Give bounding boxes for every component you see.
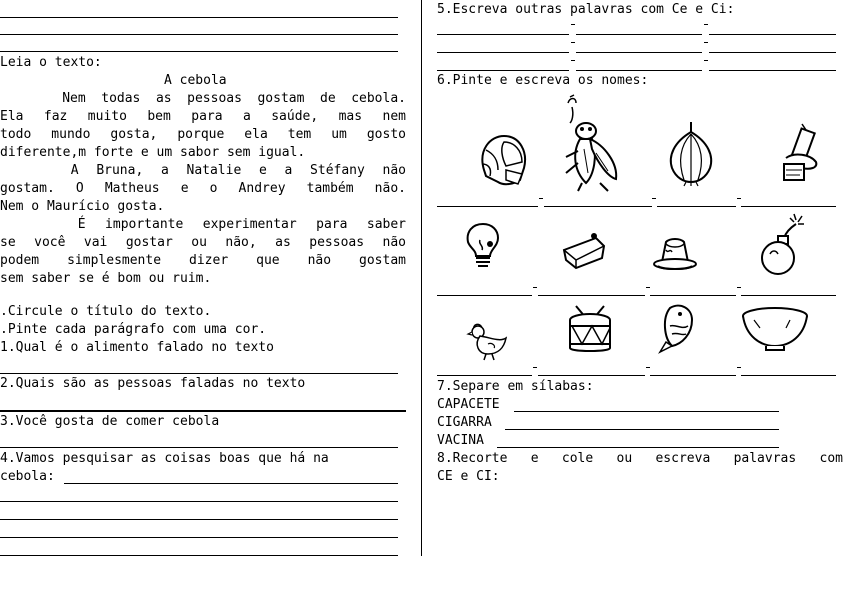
separator-dash	[571, 60, 575, 61]
answer-line[interactable]	[437, 52, 569, 53]
answer-line[interactable]	[437, 375, 532, 376]
onion-icon	[666, 120, 716, 186]
answer-line[interactable]	[741, 375, 836, 376]
answer-line[interactable]	[0, 501, 398, 502]
answer-line[interactable]	[576, 34, 702, 35]
answer-line[interactable]	[437, 206, 538, 207]
answer-line[interactable]	[741, 295, 836, 296]
answer-line[interactable]	[709, 34, 836, 35]
separator-dash	[539, 198, 543, 199]
answer-line[interactable]	[0, 373, 398, 374]
question-1: 1.Qual é o alimento falado no texto	[0, 340, 274, 355]
text-title: A cebola	[164, 73, 227, 88]
answer-line[interactable]	[514, 411, 779, 412]
paragraph-line: sem saber se é bom ou ruim.	[0, 271, 212, 286]
separator-dash	[533, 367, 537, 368]
syllable-word-3: VACINA	[437, 433, 484, 448]
paragraph-2	[0, 162, 406, 216]
question-circle-title: .Circule o título do texto.	[0, 304, 212, 319]
answer-line[interactable]	[576, 70, 702, 71]
column-divider	[421, 0, 422, 556]
bowl-icon	[740, 306, 810, 352]
question-3: 3.Você gosta de comer cebola	[0, 414, 220, 429]
answer-line[interactable]	[544, 206, 652, 207]
separator-dash	[571, 42, 575, 43]
answer-line[interactable]	[657, 206, 736, 207]
answer-line[interactable]	[0, 537, 398, 538]
separator-dash	[646, 367, 650, 368]
answer-line[interactable]	[437, 34, 569, 35]
syllable-word-2: CIGARRA	[437, 415, 492, 430]
answer-line[interactable]	[497, 447, 779, 448]
answer-line[interactable]	[437, 70, 569, 71]
paragraph-1	[0, 90, 406, 162]
answer-line[interactable]	[709, 52, 836, 53]
separator-dash	[704, 42, 708, 43]
answer-line[interactable]	[576, 52, 702, 53]
paragraph-line: gostam. O Matheus e o Andrey também não.	[0, 181, 406, 196]
cicada-icon	[560, 93, 628, 193]
bomb-icon	[756, 210, 808, 276]
answer-line[interactable]	[0, 555, 398, 556]
separator-dash	[646, 287, 650, 288]
answer-line[interactable]	[0, 34, 398, 35]
lightbulb-icon	[464, 220, 502, 272]
question-5: 5.Escreva outras palavras com Ce e Ci:	[437, 2, 735, 17]
separator-dash	[571, 24, 575, 25]
question-7: 7.Separe em sílabas:	[437, 379, 594, 394]
paragraph-line: Ela faz muito bem para a saúde, mas nem	[0, 109, 406, 124]
question-8-line: CE e CI:	[437, 469, 500, 484]
chicken-icon	[466, 320, 510, 362]
syllable-word-1: CAPACETE	[437, 397, 500, 412]
question-8	[437, 450, 843, 486]
paragraph-3	[0, 216, 406, 288]
answer-line[interactable]	[741, 206, 836, 207]
question-8-line: 8.Recorte e cole ou escreva palavras com	[437, 451, 843, 466]
answer-line[interactable]	[650, 375, 736, 376]
question-4-cont: cebola:	[0, 469, 55, 484]
separator-dash	[652, 198, 656, 199]
paragraph-line: É importante experimentar para saber	[0, 217, 407, 232]
answer-line[interactable]	[437, 295, 532, 296]
reading-instruction: Leia o texto:	[0, 55, 102, 70]
helmet-icon	[476, 130, 530, 190]
separator-dash	[533, 287, 537, 288]
paragraph-line: se você vai gostar ou não, as pessoas não	[0, 235, 406, 250]
separator-dash	[737, 287, 741, 288]
separator-dash	[704, 24, 708, 25]
paragraph-line: podem simplesmente dizer que não gostam	[0, 253, 406, 268]
paragraph-line: Nem o Maurício gosta.	[0, 199, 165, 214]
pudding-icon	[652, 236, 698, 274]
answer-line[interactable]	[0, 410, 406, 412]
answer-line[interactable]	[538, 375, 645, 376]
paragraph-line: A Bruna, a Natalie e a Stéfany não	[0, 163, 406, 178]
answer-line[interactable]	[650, 295, 736, 296]
drum-icon	[566, 304, 614, 356]
question-2: 2.Quais são as pessoas faladas no texto	[0, 376, 306, 391]
answer-line[interactable]	[0, 447, 398, 448]
answer-line[interactable]	[0, 17, 398, 18]
fish-icon	[656, 300, 698, 356]
separator-dash	[737, 198, 741, 199]
separator-dash	[704, 60, 708, 61]
answer-line[interactable]	[505, 429, 779, 430]
separator-dash	[737, 367, 741, 368]
question-6: 6.Pinte e escreva os nomes:	[437, 73, 649, 88]
answer-line[interactable]	[0, 51, 398, 52]
answer-line[interactable]	[64, 483, 398, 484]
paragraph-line: Nem todas as pessoas gostam de cebola.	[0, 91, 406, 106]
answer-line[interactable]	[709, 70, 836, 71]
question-4: 4.Vamos pesquisar as coisas boas que há na	[0, 451, 329, 466]
answer-line[interactable]	[538, 295, 645, 296]
syringe-icon	[780, 122, 824, 184]
cake-slice-icon	[562, 230, 606, 272]
answer-line[interactable]	[0, 519, 398, 520]
paragraph-line: todo mundo gosta, porque ela tem um gosto	[0, 127, 406, 142]
question-paint-paragraphs: .Pinte cada parágrafo com uma cor.	[0, 322, 267, 337]
paragraph-line: diferente,m forte e um sabor sem igual.	[0, 145, 306, 160]
